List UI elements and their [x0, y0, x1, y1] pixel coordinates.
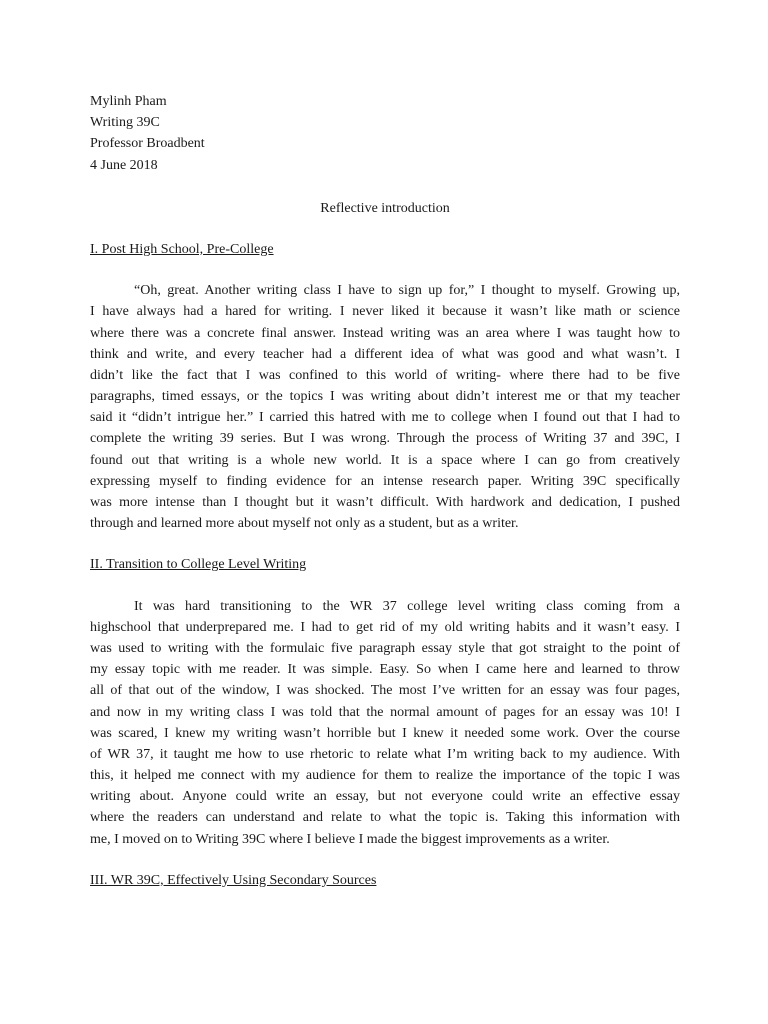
paragraph-line: complete the writing 39 series. But I was wrong. Through the process of Writing 37 and 39C, I [90, 431, 680, 447]
paragraph-line: was scared, I knew my writing wasn’t horrible but I knew it needed some work. Over the course [90, 725, 680, 741]
section-heading-1: I. Post High School, Pre-College [90, 241, 274, 257]
paragraph-line: through and learned more about myself not only as a student, but as a writer. [90, 516, 519, 532]
paragraph-line: my essay topic with me reader. It was simple. Easy. So when I came here and learned to throw [90, 662, 680, 678]
paragraph-line: paragraphs, timed essays, or the topics I was writing about didn’t interest me or that my teacher [90, 389, 680, 405]
paragraph-line: said it “didn’t intrigue her.” I carried this hatred with me to college when I found out that I had to [90, 410, 680, 426]
document-date: 4 June 2018 [90, 157, 158, 173]
paragraph-line: expressing myself to finding evidence for an intense research paper. Writing 39C specifically [90, 473, 680, 489]
section-heading-2: II. Transition to College Level Writing [90, 557, 307, 573]
paragraph-line: all of that out of the window, I was shocked. The most I’ve written for an essay was four pages, [90, 683, 680, 699]
paragraph-line: of WR 37, it taught me how to use rhetoric to relate what I’m writing back to my audience. With [90, 746, 680, 762]
paragraph-line: this, it helped me connect with my audience for them to realize the importance of the topic I was [90, 768, 680, 784]
paragraph-line: was used to writing with the formulaic five paragraph essay style that got straight to the point of [90, 640, 680, 656]
paragraph-line: It was hard transitioning to the WR 37 college level writing class coming from a [134, 598, 680, 614]
section-heading-3: III. WR 39C, Effectively Using Secondary Sources [90, 872, 377, 888]
document-page [90, 91, 680, 891]
paragraph-line: found out that writing is a whole new world. It is a space where I can go from creatively [90, 452, 680, 468]
paragraph-line: and now in my writing class I was told that the normal amount of pages for an essay was 10! I [90, 704, 680, 720]
paragraph-line: writing about. Anyone could write an essay, but not everyone could write an effective essay [90, 789, 680, 805]
paragraph-line: highschool that underprepared me. I had to get rid of my old writing habits and it wasn’t easy. I [90, 619, 680, 635]
course-name: Writing 39C [90, 115, 160, 131]
document-title: Reflective introduction [320, 200, 450, 216]
author-name: Mylinh Pham [90, 94, 167, 109]
paragraph-line: “Oh, great. Another writing class I have to sign up for,” I thought to myself. Growing up, [134, 283, 680, 299]
section-paragraph-2 [90, 596, 680, 850]
professor-name: Professor Broadbent [90, 136, 205, 152]
paragraph-line: think and write, and every teacher had a different idea of what was good and what wasn’t. I [90, 346, 680, 362]
paragraph-line: where the readers can understand and relate to what the topic is. Taking this information with [90, 810, 680, 826]
document-header [90, 91, 680, 176]
paragraph-line: where there was a concrete final answer. Instead writing was an area where I was taught how to [90, 325, 680, 341]
paragraph-line: didn’t like the fact that I was confined to this world of writing- where there had to be five [90, 367, 680, 383]
paragraph-line: was more intense than I thought but it wasn’t difficult. With hardwork and dedication, I pushed [90, 495, 680, 510]
paragraph-line: I have always had a hared for writing. I never liked it because it wasn’t like math or science [90, 304, 680, 320]
section-paragraph-1 [90, 280, 680, 534]
paragraph-line: me, I moved on to Writing 39C where I believe I made the biggest improvements as a writer. [90, 831, 610, 847]
